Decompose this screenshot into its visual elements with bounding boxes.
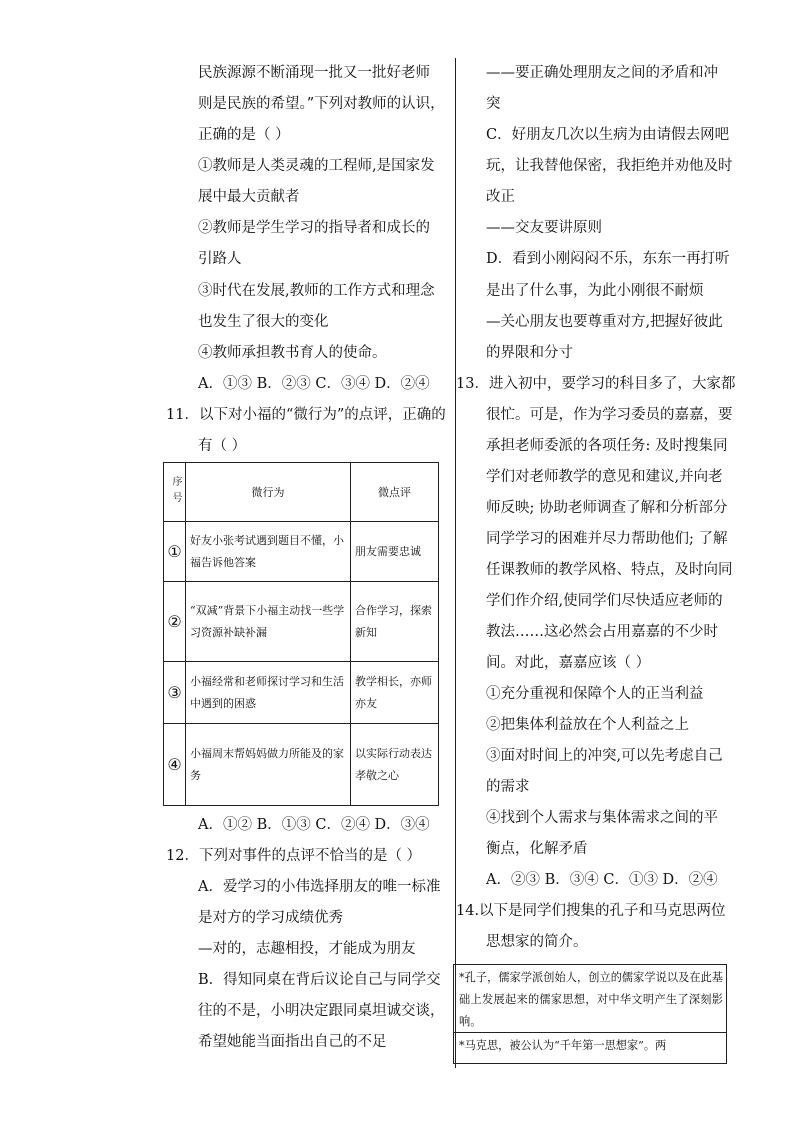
text-line: 改正: [486, 189, 515, 205]
text-line: 学们对老师教学的意见和建议,并向老: [486, 469, 723, 485]
text-line: 的需求: [486, 779, 530, 795]
text-line: 玩，让我替他保密，我拒绝并劝他及时: [486, 158, 733, 174]
text-line: 展中最大贡献者: [198, 189, 300, 205]
text-line: —对的，志趣相投，才能成为朋友: [198, 941, 416, 957]
question-13-stem: 13．进入初中，要学习的科目多了，大家都: [456, 376, 736, 392]
text-line: 承担老师委派的各项任务: 及时搜集同: [486, 438, 728, 454]
question-12-stem: 12．下列对事件的点评不恰当的是（ ）: [166, 848, 422, 864]
text-line: 民族源源不断涌现一批又一批好老师: [198, 65, 430, 81]
text-line: 很忙。可是，作为学习委员的嘉嘉，要: [486, 407, 733, 423]
text-line: 希望她能当面指出自己的不足: [198, 1034, 387, 1050]
option-statement: ④教师承担教书育人的使命。: [198, 345, 387, 361]
row-action: 好友小张考试遇到题目不懂，小福告诉他答案: [186, 522, 351, 582]
header-number: 序号: [164, 463, 186, 522]
question-14-stem: 14.以下是同学们搜集的孔子和马克思两位: [456, 903, 726, 919]
text-line: 有（ ）: [198, 438, 247, 454]
answer-choices: A．②③ B．③④ C．①③ D．②④: [486, 872, 718, 888]
table-row: [164, 522, 439, 582]
row-comment: 合作学习，探索新知: [351, 582, 439, 662]
text-line: 间。对此，嘉嘉应该（ ）: [486, 655, 651, 671]
row-action: “双减”背景下小福主动找一些学习资源补缺补漏: [186, 582, 351, 662]
option-statement: ④找到个人需求与集体需求之间的平: [486, 810, 718, 826]
table-row: [164, 662, 439, 724]
option-a: A．爱学习的小伟选择朋友的唯一标准: [198, 879, 441, 895]
text-line: 也发生了很大的变化: [198, 314, 329, 330]
option-statement: ③时代在发展,教师的工作方式和理念: [198, 283, 435, 299]
text-line: —关心朋友也要尊重对方,把握好彼此: [486, 314, 723, 330]
text-line: ——要正确处理朋友之间的矛盾和冲: [486, 65, 718, 81]
text-line: 学们作介绍,使同学们尽快适应老师的: [486, 593, 723, 609]
header-comment: 微点评: [351, 463, 439, 522]
text-line: 教法……这必然会占用嘉嘉的不少时: [486, 624, 718, 640]
row-comment: 教学相长，亦师亦友: [351, 662, 439, 724]
row-comment: 以实际行动表达孝敬之心: [351, 724, 439, 806]
text-line: 引路人: [198, 251, 242, 267]
text-line: 的界限和分寸: [486, 345, 573, 361]
option-statement: ③面对时间上的冲突,可以先考虑自己: [486, 748, 723, 764]
confucius-intro: *孔子，儒家学派创始人，创立的儒家学说以及在此基础上发展起来的儒家思想，对中华文明产生了深刻影响。: [459, 971, 723, 1028]
text-line: 是出了什么事，为此小刚很不耐烦: [486, 283, 704, 299]
option-d: D．看到小刚闷闷不乐，东东一再打听: [486, 251, 730, 267]
answer-choices: A．①② B．①③ C．②④ D．③④: [198, 817, 430, 833]
row-number: ③: [164, 662, 186, 724]
micro-behavior-table: [163, 462, 439, 806]
option-statement: ①教师是人类灵魂的工程师,是国家发: [198, 158, 435, 174]
option-statement: ①充分重视和保障个人的正当利益: [486, 686, 704, 702]
text-line: 同学学习的困难并尽力帮助他们; 了解: [486, 531, 728, 547]
text-line: 则是民族的希望。”下列对教师的认识，: [198, 96, 445, 112]
question-stem: 正确的是（ ）: [198, 127, 290, 143]
option-statement: ②把集体利益放在个人利益之上: [486, 717, 689, 733]
text-line: 任课教师的教学风格、特点，及时向同: [486, 562, 733, 578]
row-comment: 朋友需要忠诚: [351, 522, 439, 582]
text-line: 衡点，化解矛盾: [486, 841, 588, 857]
option-b: B．得知同桌在背后议论自己与同学交: [198, 972, 441, 988]
thinker-intro-box: [453, 964, 727, 1064]
table-row: [164, 724, 439, 806]
answer-choices: A．①③ B．②③ C．③④ D．②④: [198, 376, 430, 392]
row-action: 小福周末帮妈妈做力所能及的家务: [186, 724, 351, 806]
header-action: 微行为: [186, 463, 351, 522]
option-statement: ②教师是学生学习的指导者和成长的: [198, 220, 430, 236]
table-header-row: [164, 463, 439, 522]
text-line: 是对方的学习成绩优秀: [198, 910, 343, 926]
row-action: 小福经常和老师探讨学习和生活中遇到的困惑: [186, 662, 351, 724]
row-number: ①: [164, 522, 186, 582]
text-line: 突: [486, 96, 501, 112]
question-11-stem: 11．以下对小福的“微行为”的点评，正确的: [166, 407, 446, 423]
marx-intro: *马克思，被公认为“千年第一思想家”。两: [459, 1039, 667, 1052]
text-line: 师反映; 协助老师调查了解和分析部分: [486, 500, 728, 516]
text-line: 往的不是，小明决定跟同桌坦诚交谈，: [198, 1003, 445, 1019]
option-c: C．好朋友几次以生病为由请假去网吧: [486, 127, 730, 143]
row-number: ④: [164, 724, 186, 806]
box-divider: [454, 1032, 726, 1033]
table-row: [164, 582, 439, 662]
row-number: ②: [164, 582, 186, 662]
text-line: 思想家的简介。: [486, 934, 588, 950]
text-line: ——交友要讲原则: [486, 220, 602, 236]
